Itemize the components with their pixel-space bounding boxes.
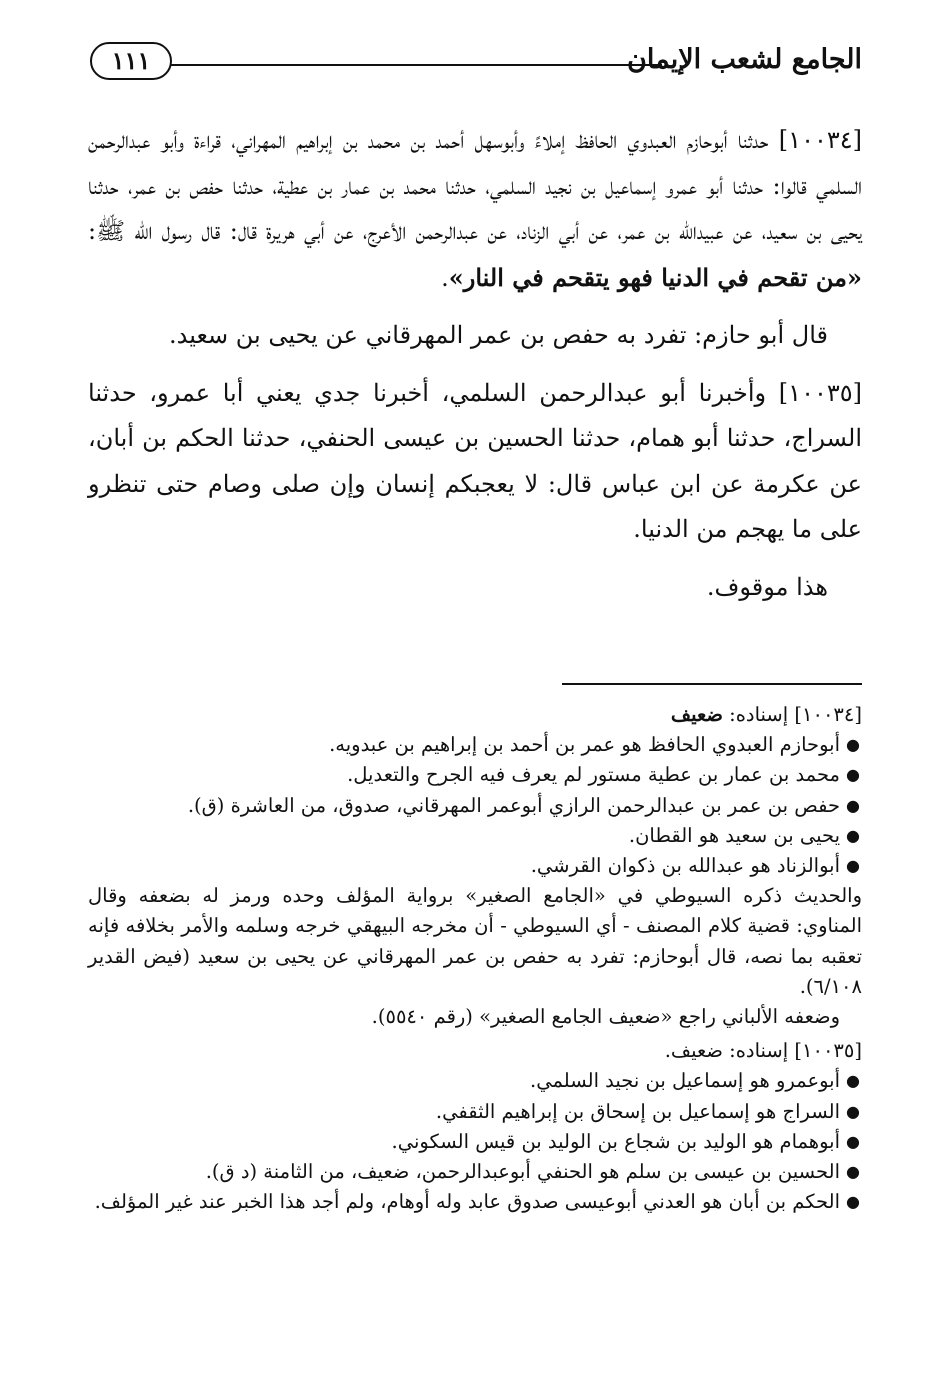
footnote-grade: ضعيف. (664, 1039, 723, 1063)
page-number: ١١١ (90, 42, 172, 80)
bullet-icon: ● (846, 1071, 860, 1091)
footnote-paragraph: والحديث ذكره السيوطي في «الجامع الصغير» برواية المؤلف وحده ورمز له بضعفه وقال المناوي: قضية كلام المصنف - أي السيوطي - أن مخرجه البيهقي خرجه وسلمه والأمر بخلافه فإنه تعقبه بما نصه، قال أبوحازم: تفرد به حفص بن عمر المهرقاني عن يحيى بن سعيد (فيض القدير ٦/١٠٨). (88, 884, 863, 998)
list-item (88, 760, 862, 790)
hadith-number: [١٠٠٣٤] (778, 126, 862, 154)
footnote-paragraph: وضعفه الألباني راجع «ضعيف الجامع الصغير» (رقم ٥٥٤٠). (371, 1005, 840, 1029)
hadith-text: حدثنا أبوحازم العبدوي الحافظ إملاءً وأبوسهل أحمد بن محمد بن إبراهيم المهراني، قراءة وأبو عبدالرحمن السلمي قالوا: حدثنا أبو عمرو إسماعيل بن نجيد السلمي، حدثنا محمد بن عمار بن عطية، حدثنا حفص بن عمر، حدثنا يحيى بن سعيد، عن عبيدالله بن عمر، عن أبي الزناد، عن عبدالرحمن الأعرج، عن أبي هريرة قال: قال رسول الله ﷺ: (88, 126, 862, 245)
hadith-number: [١٠٠٣٥] (778, 378, 862, 407)
footnote-grade: ضعيف (670, 703, 723, 726)
list-item-text: الحكم بن أبان هو العدني أبوعيسى صدوق عابد وله أوهام، ولم أجد هذا الخبر عند غير المؤلف. (94, 1190, 840, 1214)
hadith-end: . (441, 263, 449, 292)
narrator-list (88, 1066, 862, 1217)
list-item (88, 791, 862, 821)
header-rule (170, 64, 662, 66)
list-item (88, 730, 862, 760)
list-item-text: أبوحازم العبدوي الحافظ هو عمر بن أحمد بن إبراهيم بن عبدويه. (329, 733, 840, 757)
footnotes (88, 700, 862, 1217)
footnote-label: إسناده: (722, 703, 789, 726)
bullet-icon: ● (846, 1192, 860, 1212)
list-item-text: الحسين بن عيسى بن سلم هو الحنفي أبوعبدالرحمن، ضعيف، من الثامنة (د ق). (205, 1160, 840, 1184)
bullet-icon: ● (846, 1101, 860, 1121)
narrator-list (88, 730, 862, 881)
list-item-text: محمد بن عمار بن عطية مستور لم يعرف فيه الجرح والتعديل. (347, 763, 840, 787)
bullet-icon: ● (846, 1131, 860, 1151)
hadith-10035 (88, 371, 862, 553)
list-item-text: السراج هو إسماعيل بن إسحاق بن إبراهيم الثقفي. (435, 1099, 840, 1123)
list-item-text: يحيى بن سعيد هو القطان. (628, 823, 840, 847)
hadith-quote: «من تقحم في الدنيا فهو يتقحم في النار» (448, 262, 862, 292)
list-item (88, 1157, 862, 1187)
footnote-10035 (88, 1036, 862, 1217)
mawquf-note: هذا موقوف. (706, 572, 828, 601)
hadith-text: وأخبرنا أبو عبدالرحمن السلمي، أخبرنا جدي يعني أبا عمرو، حدثنا السراج، حدثنا أبو همام، حدثنا الحسين بن عيسى الحنفي، حدثنا الحكم بن أبان، عن عكرمة عن ابن عباس قال: لا يعجبكم إنسان وإن صلى وصام حتى تنظرو على ما يهجم من الدنيا. (88, 378, 863, 543)
list-item-text: أبوالزناد هو عبدالله بن ذكوان القرشي. (530, 854, 840, 878)
list-item-text: حفص بن عمر بن عبدالرحمن الرازي أبوعمر المهرقاني، صدوق، من العاشرة (ق). (187, 793, 840, 817)
bullet-icon: ● (846, 1162, 860, 1182)
list-item-text: أبوعمرو هو إسماعيل بن نجيد السلمي. (530, 1069, 840, 1093)
main-text (88, 118, 862, 622)
running-header (90, 38, 862, 88)
footnote-heading (88, 1036, 862, 1066)
list-item (88, 821, 862, 851)
hadith-10034 (88, 118, 862, 301)
footnote-number: [١٠٠٣٥] (794, 1039, 862, 1063)
footnote-heading (88, 700, 862, 730)
list-item (88, 1097, 862, 1127)
bullet-icon: ● (846, 856, 860, 876)
list-item (88, 851, 862, 881)
list-item (88, 1187, 862, 1217)
list-item (88, 1066, 862, 1096)
footnote-number: [١٠٠٣٤] (794, 703, 862, 726)
bullet-icon: ● (846, 795, 860, 815)
footnote-label: إسناده: (722, 1039, 789, 1063)
list-item-text: أبوهمام هو الوليد بن شجاع بن الوليد بن قيس السكوني. (391, 1129, 840, 1153)
footnote-separator (562, 683, 862, 685)
list-item (88, 1127, 862, 1157)
bullet-icon: ● (846, 735, 860, 755)
bullet-icon: ● (846, 765, 860, 785)
abu-hazim-note: قال أبو حازم: تفرد به حفص بن عمر المهرقاني عن يحيى بن سعيد. (168, 321, 828, 349)
book-title: الجامع لشعب الإيمان (627, 44, 862, 75)
footnote-10034 (88, 700, 862, 1032)
bullet-icon: ● (846, 825, 860, 845)
